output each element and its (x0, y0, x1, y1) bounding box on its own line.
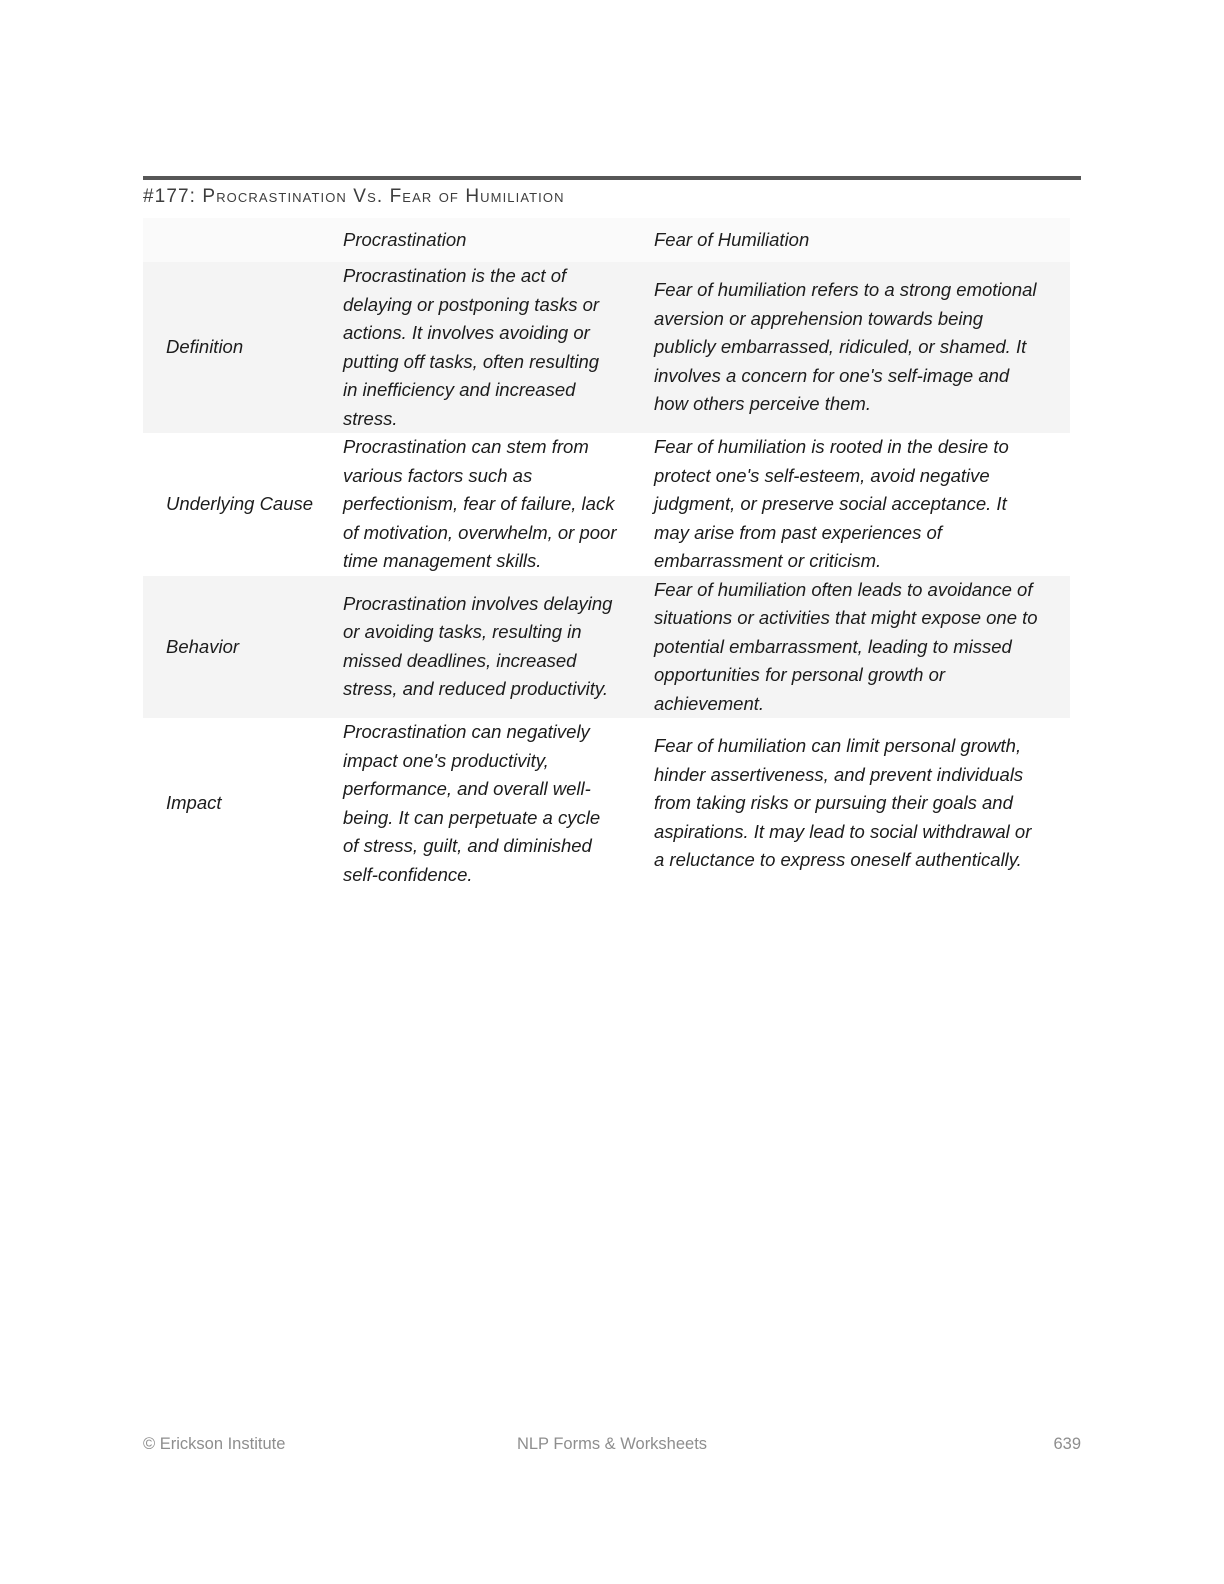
column-header-fear-of-humiliation: Fear of Humiliation (654, 229, 810, 250)
table-row (143, 262, 1070, 433)
cell-impact-procrastination: Procrastination can negatively impact one's productivity, performance, and overall well-being. It can perpetuate a cycle of stress, guilt, and diminished self-confidence. (343, 721, 601, 885)
cell-underlying-cause-procrastination: Procrastination can stem from various factors such as perfectionism, fear of failure, lack of motivation, overwhelm, or poor time management skills. (343, 436, 617, 571)
column-header-label (143, 218, 343, 262)
title-rule (143, 176, 1081, 180)
cell-behavior-fear-of-humiliation: Fear of humiliation often leads to avoidance of situations or activities that might expose one to potential embarrassment, leading to missed opportunities for personal growth or achievement. (654, 578, 1038, 714)
header-row (143, 218, 1070, 262)
row-label-impact: Impact (166, 792, 222, 814)
cell-definition-fear-of-humiliation: Fear of humiliation refers to a strong emotional aversion or apprehension towards being publicly embarrassed, ridiculed, or shamed. It involves a concern for one's self-image and how others perceive them. (654, 279, 1037, 415)
table-header (143, 218, 1070, 262)
cell-underlying-cause-fear-of-humiliation: Fear of humiliation is rooted in the desire to protect one's self-esteem, avoid negative judgment, or preserve social acceptance. It may arise from past experiences of embarrassment or criticism. (654, 436, 1009, 571)
row-label-underlying-cause: Underlying Cause (166, 493, 314, 514)
cell-definition-procrastination: Procrastination is the act of delaying or postponing tasks or actions. It involves avoiding or putting off tasks, often resulting in inefficiency and increased stress. (343, 265, 600, 429)
cell-impact-fear-of-humiliation: Fear of humiliation can limit personal growth, hinder assertiveness, and prevent individuals from taking risks or pursuing their goals and aspirations. It may lead to social withdrawal or a reluctance to express oneself authentically. (654, 735, 1032, 871)
table-body (143, 262, 1070, 889)
table-row (143, 576, 1070, 719)
table-row (143, 433, 1070, 576)
comparison-table (143, 218, 1070, 889)
table-row (143, 718, 1070, 889)
page-title: #177: Procrastination Vs. Fear of Humiliation (143, 186, 565, 207)
column-header-procrastination: Procrastination (343, 229, 467, 250)
row-label-behavior: Behavior (166, 635, 240, 657)
page-footer (143, 1432, 1081, 1456)
row-label-definition: Definition (166, 336, 244, 358)
footer-document-name: NLP Forms & Worksheets (516, 1435, 708, 1453)
footer-copyright: © Erickson Institute (143, 1435, 286, 1453)
cell-behavior-procrastination: Procrastination involves delaying or avoiding tasks, resulting in missed deadlines, increased stress, and reduced productivity. (343, 592, 613, 700)
page (143, 0, 1081, 1584)
footer-page-number: 639 (1053, 1435, 1081, 1453)
